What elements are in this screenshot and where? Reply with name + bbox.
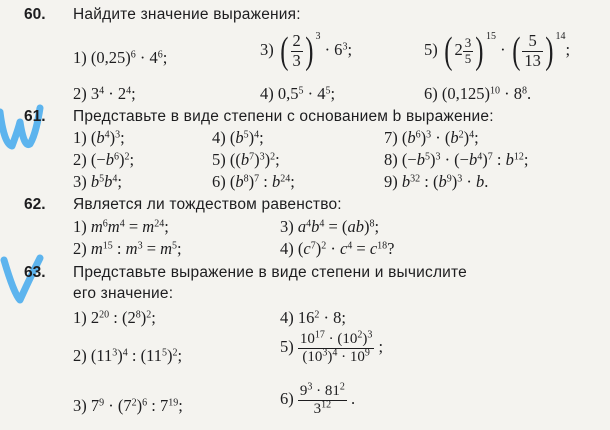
exercise-item: 4) $(c^7)^2 \cdot c^4 = c^{18}$? xyxy=(280,239,395,258)
problem-heading: Представьте в виде степени с основанием b выражение: xyxy=(73,108,494,125)
exercise-item: 7) $(b^6)^3 \cdot (b^2)^4$; xyxy=(384,128,479,147)
exercise-item: 9) $b^{32}$ : $(b^9)^3 \cdot b$. xyxy=(384,172,489,191)
exercise-item: 6) $(0,125)^{10} \cdot 8^8$. xyxy=(424,84,532,103)
problem-number: 61. xyxy=(24,108,46,125)
exercise-item: 3) ( $\frac{2}{3}$ ) $^3 \cdot 6^3$; xyxy=(260,30,353,72)
exercise-item: 5) ( 2 $\frac{3}{5}$ ) $^{15}$ · ( $\frac{5}{13}$ ) $^{14}$; xyxy=(424,30,571,72)
exercise-item: 1) $2^{20}$ : $(2^8)^2$; xyxy=(73,308,156,327)
problem-heading: Представьте выражение в виде степени и вычислите xyxy=(73,264,467,281)
exercise-item: 4) $0,5^5 \cdot 4^5$; xyxy=(260,84,336,103)
exercise-item: 3) $b^5b^4$; xyxy=(73,172,122,191)
exercise-item: 2) $3^4 \cdot 2^4$; xyxy=(73,84,136,103)
exercise-item: 2) $(-b^6)^2$; xyxy=(73,150,135,169)
exercise-item: 3) $a^4b^4 = (ab)^8$; xyxy=(280,217,380,236)
exercise-item: 1) $m^6m^4 = m^{24}$; xyxy=(73,217,169,236)
exercise-item: 3) $7^9 \cdot (7^2)^6$ : $7^{19}$; xyxy=(73,396,183,415)
exercise-item: 1) $(0,25)^6 \cdot 4^6$; xyxy=(73,48,168,67)
exercise-item: 1) $(b^4)^3$; xyxy=(73,128,125,147)
exercise-item: 5) $\frac{10^{17} \cdot (10^2)^3}{(10^3)^4 \cdot 10^9}$ ; xyxy=(280,329,384,365)
exercise-item: 4) $16^2 \cdot 8$; xyxy=(280,308,346,327)
problem-number: 63. xyxy=(24,264,46,281)
problem-heading: Найдите значение выражения: xyxy=(73,6,301,23)
problem-number: 60. xyxy=(24,6,46,23)
exercise-item: 5) $((b^7)^3)^2$; xyxy=(212,150,280,169)
problem-number: 62. xyxy=(24,196,46,213)
problem-heading: Является ли тождеством равенство: xyxy=(73,196,342,213)
handwritten-mark-v xyxy=(0,252,46,313)
exercise-item: 6) $\frac{9^3 \cdot 81^2}{3^{12}}$ . xyxy=(280,381,356,417)
exercise-item: 4) $(b^5)^4$; xyxy=(212,128,264,147)
exercise-item: 2) $m^{15}$ : $m^3 = m^5$; xyxy=(73,239,182,258)
problem-heading-continued: его значение: xyxy=(73,285,174,302)
exercise-item: 6) $(b^8)^7$ : $b^{24}$; xyxy=(212,172,295,191)
exercise-item: 2) $(11^3)^4$ : $(11^5)^2$; xyxy=(73,346,183,365)
exercise-item: 8) $(-b^5)^3 \cdot (-b^4)^7$ : $b^{12}$; xyxy=(384,150,529,169)
